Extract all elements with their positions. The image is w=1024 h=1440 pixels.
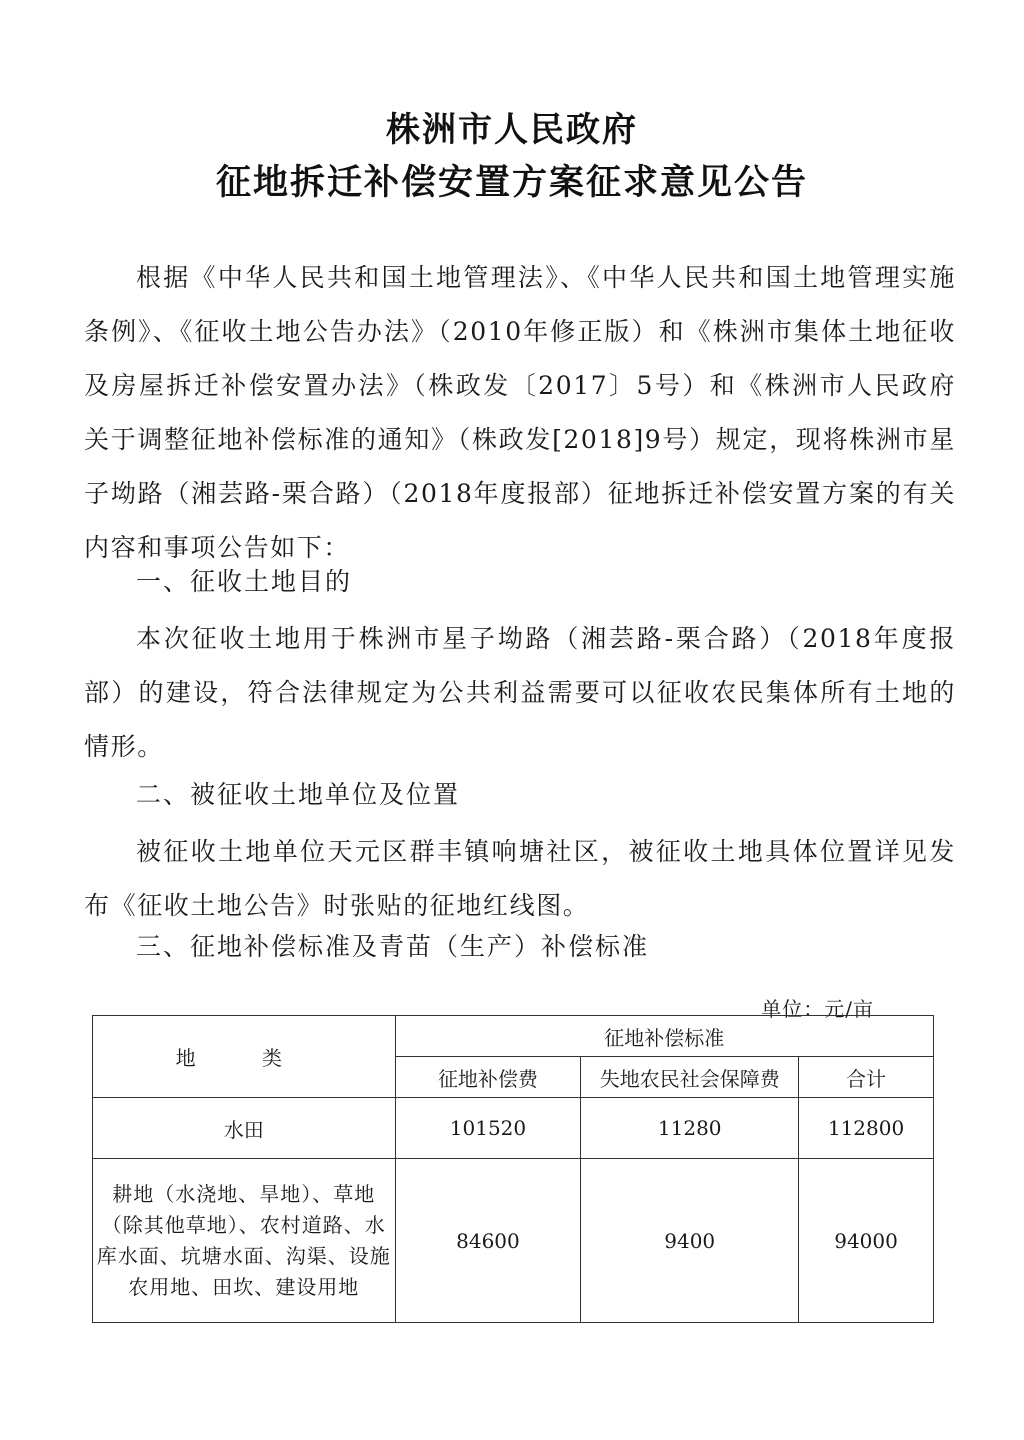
header-compensation-group: 征地补偿标准 xyxy=(395,1016,933,1057)
table-header-row xyxy=(93,1016,934,1057)
cell-total: 94000 xyxy=(799,1159,934,1323)
header-total: 合计 xyxy=(799,1057,934,1098)
document-title-line1: 株洲市人民政府 xyxy=(386,110,638,150)
cell-social-security: 9400 xyxy=(581,1159,799,1323)
table-row xyxy=(93,1159,934,1323)
intro-paragraph: 根据《中华人民共和国土地管理法》、《中华人民共和国土地管理实施条例》、《征收土地公告办法》（2010年修正版）和《株洲市集体土地征收及房屋拆迁补偿安置办法》（株政发〔2017〕5号）和《株洲市人民政府关于调整征地补偿标准的通知》（株政发[2018]9号）规定，现将株洲市星子坳路（湘芸路-栗合路）（2018年度报部）征地拆迁补偿安置方案的有关内容和事项公告如下： xyxy=(84,263,956,562)
cell-land-type: 耕地（水浇地、旱地）、草地（除其他草地）、农村道路、水库水面、坑塘水面、沟渠、设施农用地、田坎、建设用地 xyxy=(93,1159,396,1323)
section-body-purpose: 本次征收土地用于株洲市星子坳路（湘芸路-栗合路）（2018年度报部）的建设，符合法律规定为公共利益需要可以征收农民集体所有土地的情形。 xyxy=(84,624,956,761)
compensation-table xyxy=(92,1015,934,1323)
document-title-line2: 征地拆迁补偿安置方案征求意见公告 xyxy=(215,162,808,203)
header-land-type xyxy=(93,1016,396,1098)
cell-land-compensation: 101520 xyxy=(395,1098,581,1159)
section-heading-standards: 三、征地补偿标准及青苗（生产）补偿标准 xyxy=(136,932,650,961)
header-land-type-label: 地 类 xyxy=(175,1046,312,1070)
cell-land-compensation: 84600 xyxy=(395,1159,581,1323)
cell-social-security: 11280 xyxy=(581,1098,799,1159)
cell-total: 112800 xyxy=(799,1098,934,1159)
section-heading-purpose: 一、征收土地目的 xyxy=(136,567,353,596)
section-body-location: 被征收土地单位天元区群丰镇响塘社区，被征收土地具体位置详见发布《征收土地公告》时张贴的征地红线图。 xyxy=(84,837,956,920)
cell-land-type: 水田 xyxy=(93,1098,396,1159)
header-land-compensation: 征地补偿费 xyxy=(395,1057,581,1098)
table-unit-label: 单位：元/亩 xyxy=(761,997,874,1021)
table-row xyxy=(93,1098,934,1159)
section-heading-location: 二、被征收土地单位及位置 xyxy=(136,780,461,809)
header-social-security: 失地农民社会保障费 xyxy=(581,1057,799,1098)
